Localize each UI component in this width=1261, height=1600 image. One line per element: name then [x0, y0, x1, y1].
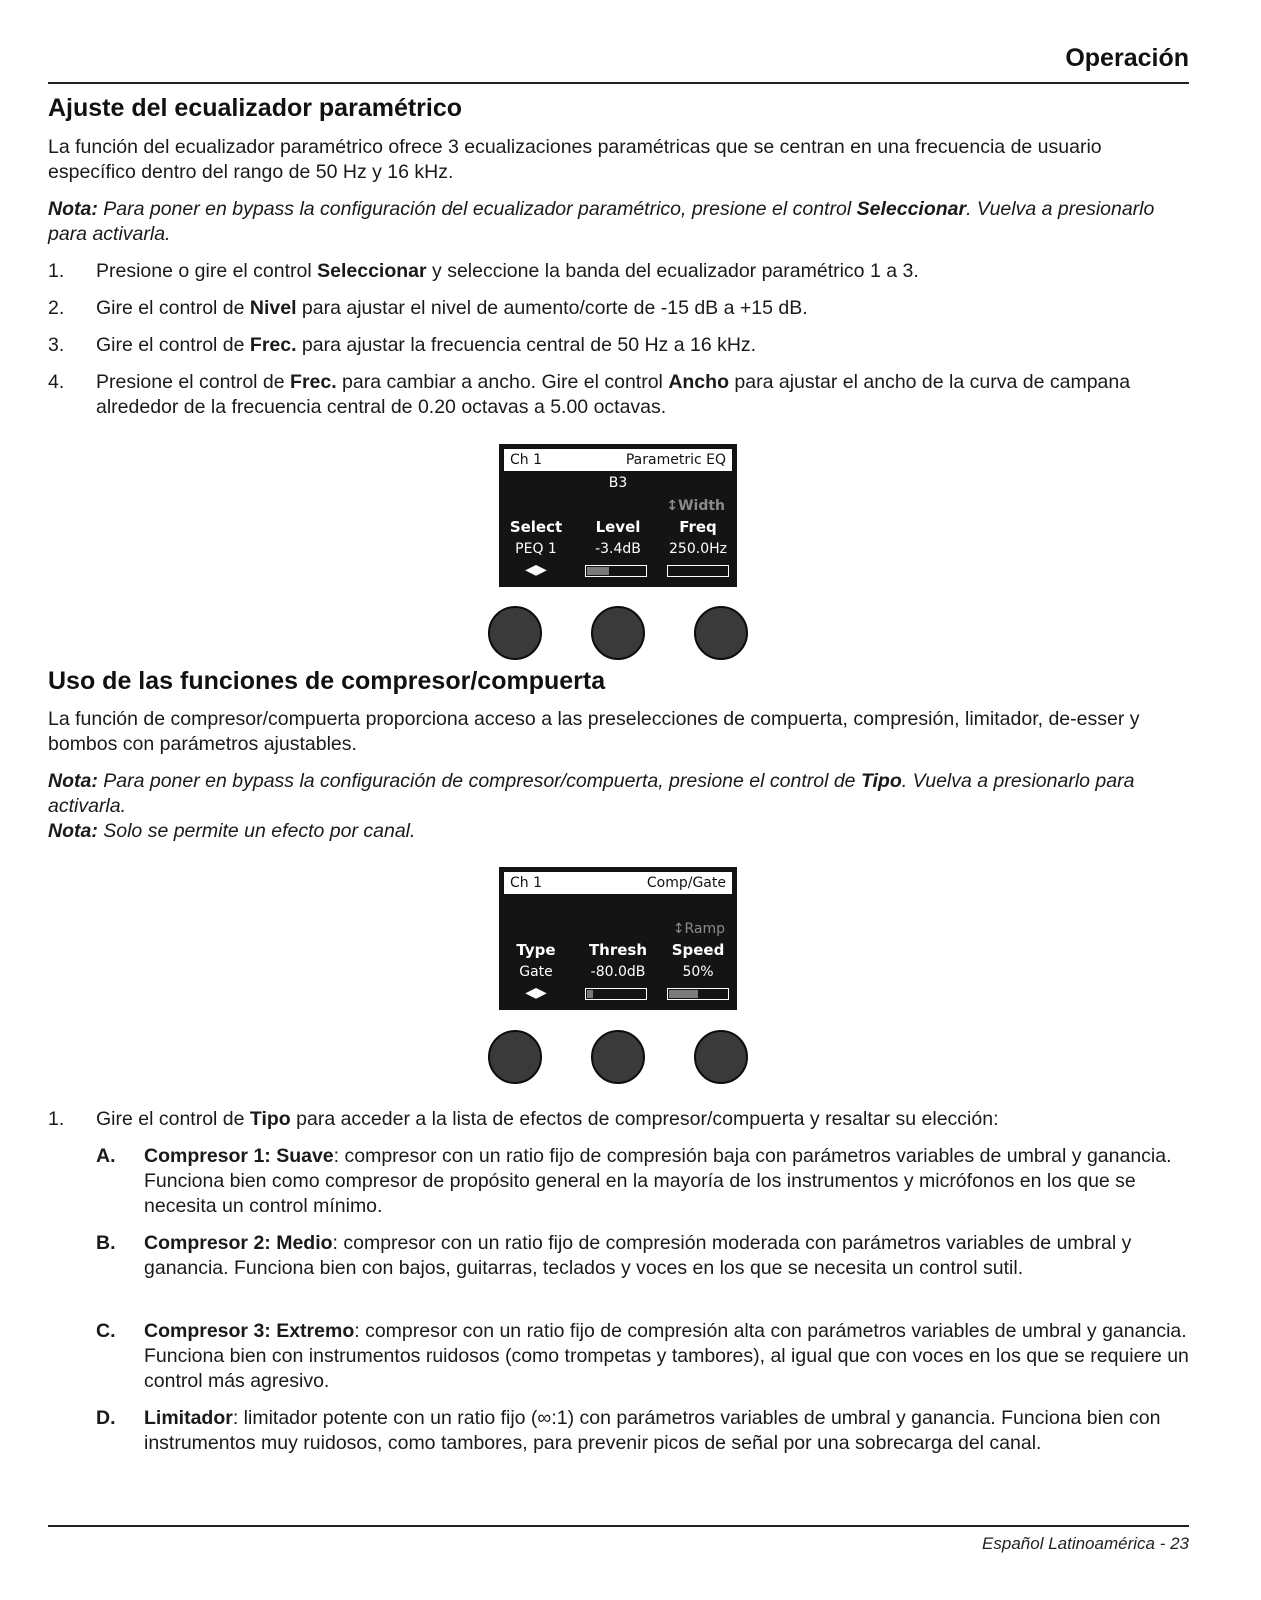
thresh-knob[interactable]	[591, 1030, 645, 1084]
level-meter	[585, 565, 647, 577]
lcd-channel: Ch 1	[510, 875, 543, 891]
lcd-title-bar	[503, 871, 733, 895]
option-text: Compresor 2: Medio: compresor con un ratio fijo de compresión moderada con parámetros variables de umbral y ganancia. Funciona bien con bajos, guitarras, teclados y voces en los que se necesita un control sutil.	[144, 1232, 1132, 1279]
thresh-meter	[585, 988, 647, 1000]
peq-heading: Ajuste del ecualizador paramétrico	[48, 94, 463, 122]
option-letter: D.	[96, 1407, 116, 1429]
freq-knob[interactable]	[694, 606, 748, 660]
section-title: Operación	[1065, 44, 1189, 72]
level-knob[interactable]	[591, 606, 645, 660]
note-text: . Vuelva a presionarlo para activarla.	[48, 770, 1135, 817]
option-text: Limitador: limitador potente con un ratio fijo (∞:1) con parámetros variables de umbral y ganancia. Funciona bien con instrumentos muy ruidosos, como tambores, para prevenir picos de señal por una sobrecarga del canal.	[144, 1407, 1161, 1454]
option-letter: A.	[96, 1145, 116, 1167]
lcd-thresh-value: -80.0dB	[590, 964, 646, 980]
note-text: Solo se permite un efecto por canal.	[97, 820, 416, 842]
comp-heading: Uso de las funciones de compresor/compuerta	[48, 667, 606, 695]
lcd-mode: Parametric EQ	[625, 452, 726, 468]
lcd-thresh-label: Thresh	[588, 941, 648, 959]
step-number: 2.	[48, 297, 65, 319]
note-label: Nota:	[48, 820, 98, 842]
header-rule	[48, 82, 1189, 84]
lcd-speed-value: 50%	[682, 964, 714, 980]
note-label: Nota:	[48, 198, 98, 220]
step-text: Gire el control de Frec. para ajustar la frecuencia central de 50 Hz a 16 kHz.	[96, 334, 757, 356]
lcd-freq-label: Freq	[679, 518, 717, 536]
option-letter: B.	[96, 1232, 116, 1254]
note-text: . Vuelva a presionarlo para activarla.	[48, 198, 1155, 245]
thresh-meter-fill	[587, 990, 593, 998]
freq-meter	[667, 565, 729, 577]
lcd-level-label: Level	[595, 518, 641, 536]
comp-lcd-display	[499, 867, 737, 1010]
peq-note	[48, 197, 1188, 247]
lcd-title-bar	[503, 448, 733, 472]
speed-knob[interactable]	[694, 1030, 748, 1084]
note-text: Para poner en bypass la configuración del ecualizador paramétrico, presione el control	[97, 198, 857, 220]
lcd-speed-label: Speed	[671, 941, 725, 959]
comp-intro: La función de compresor/compuerta proporciona acceso a las preselecciones de compuerta, compresión, limitador, de-esser y bombos con parámetros ajustables.	[48, 708, 1140, 755]
note-label: Nota:	[48, 770, 98, 792]
peq-lcd-display	[499, 444, 737, 587]
type-knob[interactable]	[488, 1030, 542, 1084]
note-text: Para poner en bypass la configuración de compresor/compuerta, presione el control de	[97, 770, 861, 792]
step-number: 3.	[48, 334, 65, 356]
left-right-arrows-icon: ◀▶	[525, 985, 547, 1001]
lcd-alt-ramp: ↕Ramp	[672, 921, 725, 937]
speed-meter-fill	[669, 990, 698, 998]
note-bold: Seleccionar	[856, 198, 967, 220]
lcd-band: B3	[608, 475, 628, 491]
footer-rule	[48, 1525, 1189, 1527]
select-knob[interactable]	[488, 606, 542, 660]
lcd-mode: Comp/Gate	[646, 875, 726, 891]
lcd-select-label: Select	[509, 518, 563, 536]
step-text: Presione o gire el control Seleccionar y seleccione la banda del ecualizador paramétrico 1 a 3.	[96, 260, 919, 282]
option-text: Compresor 1: Suave: compresor con un ratio fijo de compresión baja con parámetros variables de umbral y ganancia. Funciona bien como compresor de propósito general en la mayoría de los instrumentos y micrófonos en los que se necesita un control mínimo.	[144, 1145, 1172, 1217]
comp-note	[48, 769, 1188, 819]
speed-meter	[667, 988, 729, 1000]
peq-intro: La función del ecualizador paramétrico ofrece 3 ecualizaciones paramétricas que se centran en una frecuencia de usuario específico dentro del rango de 50 Hz y 16 kHz.	[48, 136, 1102, 183]
note-bold: Tipo	[860, 770, 902, 792]
step-number: 1.	[48, 260, 65, 282]
lcd-select-value: PEQ 1	[515, 541, 557, 557]
lcd-type-label: Type	[516, 941, 556, 959]
lcd-level-value: -3.4dB	[595, 541, 641, 557]
lcd-type-value: Gate	[519, 964, 553, 980]
option-text: Compresor 3: Extremo: compresor con un ratio fijo de compresión alta con parámetros variables de umbral y ganancia. Funciona bien con instrumentos ruidosos (como trompetas y tambores), al igual que con voces en los que se requiere un control más agresivo.	[144, 1320, 1189, 1392]
step-number: 4.	[48, 371, 65, 393]
level-meter-fill	[587, 567, 609, 575]
step-text: Presione el control de Frec. para cambiar a ancho. Gire el control Ancho para ajustar el ancho de la curva de campana alrededor de la frecuencia central de 0.20 octavas a 5.00 octavas.	[96, 371, 1131, 418]
lcd-freq-value: 250.0Hz	[669, 541, 727, 557]
step-number: 1.	[48, 1108, 65, 1130]
page-footer: Español Latinoamérica - 23	[982, 1534, 1189, 1553]
option-letter: C.	[96, 1320, 116, 1342]
lcd-alt-width: ↕Width	[666, 498, 725, 514]
comp-note-2	[48, 819, 1188, 844]
left-right-arrows-icon: ◀▶	[525, 562, 547, 578]
step-text: Gire el control de Tipo para acceder a la lista de efectos de compresor/compuerta y resaltar su elección:	[96, 1108, 999, 1130]
lcd-channel: Ch 1	[510, 452, 543, 468]
step-text: Gire el control de Nivel para ajustar el nivel de aumento/corte de -15 dB a +15 dB.	[96, 297, 808, 319]
